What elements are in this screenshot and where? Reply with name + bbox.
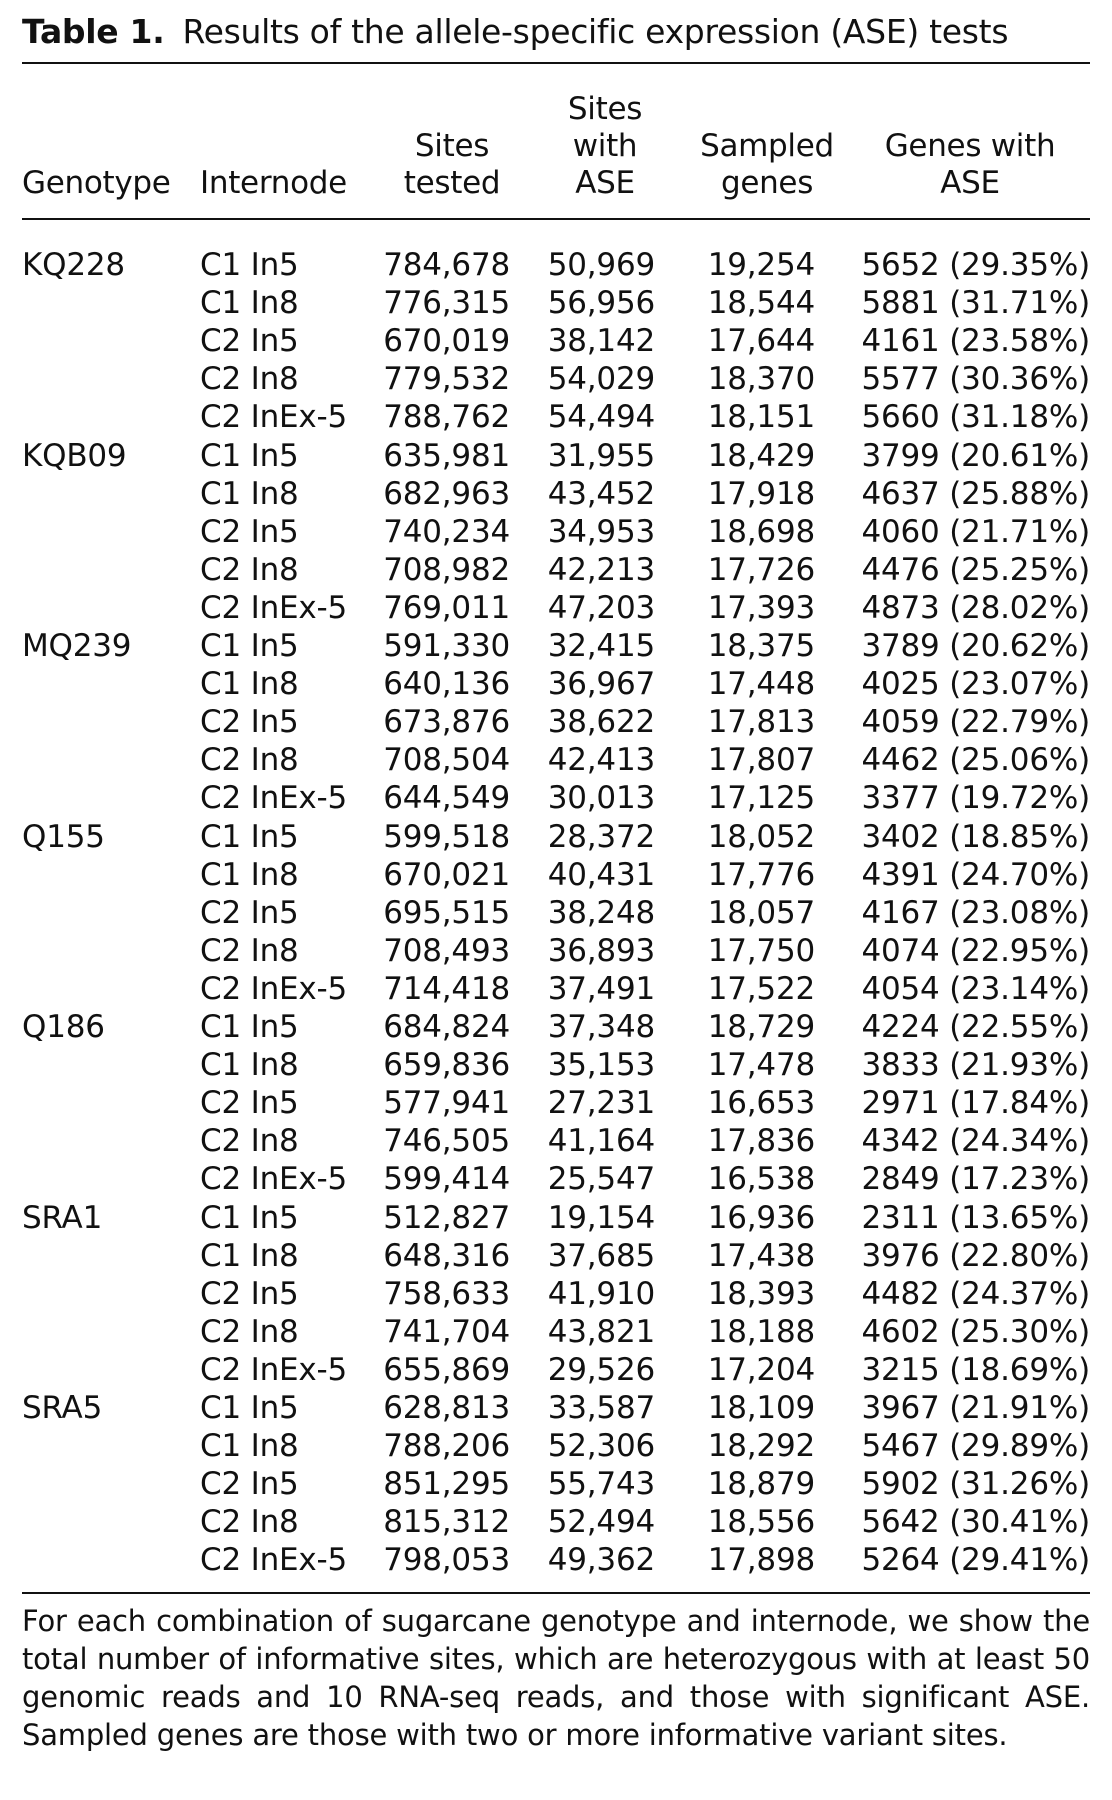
cell-internode: C1 In5 bbox=[200, 1390, 299, 1426]
cell-sites-tested: 769,011 bbox=[383, 589, 510, 626]
cell-sites-with-ase: 37,348 bbox=[547, 1009, 655, 1045]
cell-sampled-genes: 17,522 bbox=[707, 970, 815, 1007]
cell-sites-with-ase: 49,362 bbox=[547, 1542, 655, 1579]
cell-genes-with-ase: 5642 (30.41%) bbox=[861, 1504, 1090, 1541]
cell-sites-with-ase: 55,743 bbox=[547, 1466, 655, 1503]
cell-sites-tested: 779,532 bbox=[383, 361, 510, 398]
cell-sites-with-ase: 36,967 bbox=[547, 666, 655, 703]
cell-sites-with-ase: 19,154 bbox=[547, 1199, 655, 1236]
cell-sites-tested: 851,295 bbox=[383, 1466, 510, 1503]
cell-sites-with-ase: 47,203 bbox=[547, 589, 655, 626]
cell-sites-tested: 798,053 bbox=[383, 1542, 510, 1579]
table-row bbox=[22, 741, 1090, 779]
cell-sites-tested: 714,418 bbox=[383, 970, 510, 1007]
cell-internode: C2 InEx-5 bbox=[200, 970, 348, 1007]
cell-sampled-genes: 17,644 bbox=[707, 323, 815, 360]
table-row bbox=[22, 322, 1090, 360]
cell-sampled-genes: 17,750 bbox=[707, 932, 815, 969]
cell-genes-with-ase: 4476 (25.25%) bbox=[861, 551, 1090, 588]
cell-sampled-genes: 18,370 bbox=[707, 361, 815, 398]
cell-genes-with-ase: 4391 (24.70%) bbox=[861, 856, 1090, 893]
cell-internode: C2 InEx-5 bbox=[200, 1351, 348, 1388]
cell-sites-with-ase: 25,547 bbox=[547, 1161, 655, 1198]
table-row bbox=[22, 1541, 1090, 1579]
cell-internode: C2 In5 bbox=[200, 323, 299, 360]
cell-sites-tested: 577,941 bbox=[383, 1085, 510, 1122]
table-row bbox=[22, 1084, 1090, 1122]
cell-genes-with-ase: 4059 (22.79%) bbox=[861, 704, 1090, 741]
cell-sites-with-ase: 38,248 bbox=[547, 894, 655, 931]
cell-genes-with-ase: 2311 (13.65%) bbox=[861, 1199, 1090, 1236]
cell-sites-with-ase: 37,685 bbox=[547, 1237, 655, 1274]
cell-sites-tested: 815,312 bbox=[383, 1504, 510, 1541]
cell-sites-with-ase: 52,306 bbox=[547, 1428, 655, 1465]
cell-sampled-genes: 17,813 bbox=[707, 704, 815, 741]
cell-sampled-genes: 17,478 bbox=[707, 1047, 815, 1084]
table-row bbox=[22, 1351, 1090, 1389]
cell-sites-tested: 640,136 bbox=[383, 666, 510, 703]
cell-sampled-genes: 18,188 bbox=[707, 1313, 815, 1350]
cell-sampled-genes: 17,393 bbox=[707, 589, 815, 626]
cell-genotype: SRA1 bbox=[22, 1199, 103, 1236]
table-row bbox=[22, 398, 1090, 436]
cell-sites-tested: 648,316 bbox=[383, 1237, 510, 1274]
cell-sampled-genes: 17,204 bbox=[707, 1351, 815, 1388]
header-genotype: Genotype bbox=[22, 165, 171, 201]
header-rule bbox=[22, 218, 1090, 220]
cell-internode: C2 In5 bbox=[200, 704, 299, 741]
cell-internode: C1 In8 bbox=[200, 1047, 299, 1084]
cell-internode: C2 In5 bbox=[200, 513, 299, 550]
header-sites-with-ase: Sites with ASE bbox=[567, 91, 643, 201]
cell-sampled-genes: 17,776 bbox=[707, 856, 815, 893]
cell-genes-with-ase: 4873 (28.02%) bbox=[861, 589, 1090, 626]
cell-genes-with-ase: 5264 (29.41%) bbox=[861, 1542, 1090, 1579]
cell-sampled-genes: 18,729 bbox=[707, 1009, 815, 1045]
cell-internode: C1 In8 bbox=[200, 666, 299, 703]
cell-genes-with-ase: 3402 (18.85%) bbox=[861, 818, 1090, 855]
cell-sites-with-ase: 30,013 bbox=[547, 780, 655, 817]
cell-genotype: KQ228 bbox=[22, 247, 125, 283]
bottom-rule bbox=[22, 1592, 1090, 1594]
table-footnote: For each combination of sugarcane genotype and internode, we show the total number of informative sites, which are heterozygous with at least 50 genomic reads and 10 RNA-seq reads, and those with significant ASE. Sampled genes are those with two or more informative variant sites. bbox=[22, 1604, 1090, 1752]
cell-sites-tested: 682,963 bbox=[383, 475, 510, 512]
cell-sites-with-ase: 56,956 bbox=[547, 285, 655, 322]
cell-sampled-genes: 17,438 bbox=[707, 1237, 815, 1274]
table-row bbox=[22, 1160, 1090, 1198]
cell-genes-with-ase: 4482 (24.37%) bbox=[861, 1275, 1090, 1312]
cell-sites-with-ase: 35,153 bbox=[547, 1047, 655, 1084]
cell-sampled-genes: 17,836 bbox=[707, 1123, 815, 1160]
cell-genes-with-ase: 5660 (31.18%) bbox=[861, 399, 1090, 436]
cell-sites-with-ase: 42,413 bbox=[547, 742, 655, 779]
cell-genes-with-ase: 4462 (25.06%) bbox=[861, 742, 1090, 779]
cell-sites-tested: 708,493 bbox=[383, 932, 510, 969]
cell-internode: C1 In5 bbox=[200, 247, 299, 283]
cell-sites-with-ase: 41,164 bbox=[547, 1123, 655, 1160]
table-row bbox=[22, 475, 1090, 513]
table-caption bbox=[22, 12, 1008, 51]
cell-sites-tested: 741,704 bbox=[383, 1313, 510, 1350]
cell-internode: C2 In5 bbox=[200, 1275, 299, 1312]
table-row bbox=[22, 1313, 1090, 1351]
table-row bbox=[22, 1237, 1090, 1275]
cell-sites-tested: 670,019 bbox=[383, 323, 510, 360]
cell-sampled-genes: 18,544 bbox=[707, 285, 815, 322]
cell-internode: C1 In8 bbox=[200, 475, 299, 512]
cell-sites-with-ase: 38,142 bbox=[547, 323, 655, 360]
cell-sites-tested: 740,234 bbox=[383, 513, 510, 550]
cell-sites-tested: 784,678 bbox=[383, 247, 510, 283]
cell-internode: C2 InEx-5 bbox=[200, 780, 348, 817]
cell-internode: C1 In8 bbox=[200, 856, 299, 893]
cell-sites-tested: 708,504 bbox=[383, 742, 510, 779]
cell-genes-with-ase: 5902 (31.26%) bbox=[861, 1466, 1090, 1503]
cell-genes-with-ase: 4342 (24.34%) bbox=[861, 1123, 1090, 1160]
cell-sites-tested: 684,824 bbox=[383, 1009, 510, 1045]
cell-sampled-genes: 17,898 bbox=[707, 1542, 815, 1579]
header-genes-with-ase: Genes with ASE bbox=[884, 128, 1056, 201]
cell-sampled-genes: 18,429 bbox=[707, 437, 815, 474]
cell-genes-with-ase: 4060 (21.71%) bbox=[861, 513, 1090, 550]
table-row bbox=[22, 551, 1090, 589]
table-row bbox=[22, 1427, 1090, 1465]
table-row bbox=[22, 818, 1090, 856]
cell-sites-with-ase: 37,491 bbox=[547, 970, 655, 1007]
top-rule bbox=[22, 62, 1090, 64]
header-internode: Internode bbox=[200, 165, 347, 201]
cell-sites-tested: 670,021 bbox=[383, 856, 510, 893]
cell-internode: C1 In8 bbox=[200, 1237, 299, 1274]
cell-sites-tested: 695,515 bbox=[383, 894, 510, 931]
cell-sites-tested: 644,549 bbox=[383, 780, 510, 817]
table-row bbox=[22, 703, 1090, 741]
table-row bbox=[22, 1275, 1090, 1313]
cell-genes-with-ase: 4161 (23.58%) bbox=[861, 323, 1090, 360]
cell-internode: C2 In8 bbox=[200, 1123, 299, 1160]
cell-genes-with-ase: 3833 (21.93%) bbox=[861, 1047, 1090, 1084]
cell-sites-with-ase: 43,452 bbox=[547, 475, 655, 512]
cell-sites-tested: 599,518 bbox=[383, 818, 510, 855]
cell-sites-tested: 673,876 bbox=[383, 704, 510, 741]
table-row bbox=[22, 627, 1090, 665]
table-row bbox=[22, 360, 1090, 398]
cell-sites-tested: 591,330 bbox=[383, 628, 510, 664]
cell-internode: C2 InEx-5 bbox=[200, 1161, 348, 1198]
cell-genes-with-ase: 3377 (19.72%) bbox=[861, 780, 1090, 817]
cell-genes-with-ase: 3215 (18.69%) bbox=[861, 1351, 1090, 1388]
cell-sites-tested: 776,315 bbox=[383, 285, 510, 322]
cell-sampled-genes: 18,292 bbox=[707, 1428, 815, 1465]
cell-internode: C1 In5 bbox=[200, 628, 299, 664]
cell-internode: C1 In5 bbox=[200, 437, 299, 474]
cell-sites-tested: 746,505 bbox=[383, 1123, 510, 1160]
cell-sites-with-ase: 33,587 bbox=[547, 1390, 655, 1426]
cell-sites-with-ase: 54,494 bbox=[547, 399, 655, 436]
cell-sites-with-ase: 38,622 bbox=[547, 704, 655, 741]
cell-internode: C2 In8 bbox=[200, 551, 299, 588]
cell-sampled-genes: 17,726 bbox=[707, 551, 815, 588]
cell-sampled-genes: 18,393 bbox=[707, 1275, 815, 1312]
table-row bbox=[22, 246, 1090, 284]
table-row bbox=[22, 1122, 1090, 1160]
cell-sampled-genes: 19,254 bbox=[707, 247, 815, 283]
cell-genotype: Q186 bbox=[22, 1009, 105, 1045]
table-row bbox=[22, 513, 1090, 551]
cell-internode: C2 InEx-5 bbox=[200, 589, 348, 626]
cell-genes-with-ase: 5881 (31.71%) bbox=[861, 285, 1090, 322]
cell-sampled-genes: 16,936 bbox=[707, 1199, 815, 1236]
cell-sites-with-ase: 40,431 bbox=[547, 856, 655, 893]
cell-sampled-genes: 18,109 bbox=[707, 1390, 815, 1426]
cell-genes-with-ase: 5652 (29.35%) bbox=[861, 247, 1090, 283]
cell-internode: C2 In8 bbox=[200, 1313, 299, 1350]
cell-internode: C2 In8 bbox=[200, 1504, 299, 1541]
cell-sites-with-ase: 54,029 bbox=[547, 361, 655, 398]
cell-sites-with-ase: 32,415 bbox=[547, 628, 655, 664]
table-row bbox=[22, 589, 1090, 627]
table-row bbox=[22, 970, 1090, 1008]
cell-sampled-genes: 17,125 bbox=[707, 780, 815, 817]
cell-genes-with-ase: 3976 (22.80%) bbox=[861, 1237, 1090, 1274]
cell-internode: C2 In5 bbox=[200, 1085, 299, 1122]
cell-genes-with-ase: 4602 (25.30%) bbox=[861, 1313, 1090, 1350]
cell-sampled-genes: 18,879 bbox=[707, 1466, 815, 1503]
table-row bbox=[22, 437, 1090, 475]
cell-genotype: Q155 bbox=[22, 818, 105, 855]
cell-genotype: KQB09 bbox=[22, 437, 127, 474]
cell-genes-with-ase: 4074 (22.95%) bbox=[861, 932, 1090, 969]
cell-genes-with-ase: 5467 (29.89%) bbox=[861, 1428, 1090, 1465]
cell-sites-tested: 599,414 bbox=[383, 1161, 510, 1198]
cell-sites-with-ase: 28,372 bbox=[547, 818, 655, 855]
table-title: Results of the allele-specific expression (ASE) tests bbox=[182, 12, 1009, 51]
cell-sampled-genes: 18,375 bbox=[707, 628, 815, 664]
cell-genes-with-ase: 2971 (17.84%) bbox=[861, 1085, 1090, 1122]
cell-internode: C2 In5 bbox=[200, 1466, 299, 1503]
cell-genes-with-ase: 5577 (30.36%) bbox=[861, 361, 1090, 398]
table-row bbox=[22, 665, 1090, 703]
table-row bbox=[22, 1046, 1090, 1084]
cell-sites-with-ase: 43,821 bbox=[547, 1313, 655, 1350]
cell-genes-with-ase: 4025 (23.07%) bbox=[861, 666, 1090, 703]
cell-genes-with-ase: 4167 (23.08%) bbox=[861, 894, 1090, 931]
table-row bbox=[22, 856, 1090, 894]
cell-sites-with-ase: 31,955 bbox=[547, 437, 655, 474]
table-row bbox=[22, 1465, 1090, 1503]
cell-sampled-genes: 17,448 bbox=[707, 666, 815, 703]
table-row bbox=[22, 1389, 1090, 1427]
cell-sites-with-ase: 42,213 bbox=[547, 551, 655, 588]
cell-sampled-genes: 17,918 bbox=[707, 475, 815, 512]
cell-internode: C1 In5 bbox=[200, 1009, 299, 1045]
cell-sampled-genes: 17,807 bbox=[707, 742, 815, 779]
cell-internode: C1 In8 bbox=[200, 1428, 299, 1465]
cell-sampled-genes: 18,556 bbox=[707, 1504, 815, 1541]
cell-sampled-genes: 16,538 bbox=[707, 1161, 815, 1198]
cell-genes-with-ase: 4224 (22.55%) bbox=[861, 1009, 1090, 1045]
cell-internode: C1 In5 bbox=[200, 1199, 299, 1236]
header-sites-tested: Sites tested bbox=[403, 128, 501, 201]
cell-internode: C2 In5 bbox=[200, 894, 299, 931]
cell-internode: C2 InEx-5 bbox=[200, 1542, 348, 1579]
cell-genes-with-ase: 3967 (21.91%) bbox=[861, 1390, 1090, 1426]
cell-sites-with-ase: 36,893 bbox=[547, 932, 655, 969]
header-sampled-genes: Sampled genes bbox=[700, 128, 834, 201]
cell-sites-with-ase: 41,910 bbox=[547, 1275, 655, 1312]
table-row bbox=[22, 894, 1090, 932]
cell-internode: C2 In8 bbox=[200, 742, 299, 779]
cell-genes-with-ase: 4054 (23.14%) bbox=[861, 970, 1090, 1007]
cell-sampled-genes: 18,698 bbox=[707, 513, 815, 550]
cell-sampled-genes: 18,052 bbox=[707, 818, 815, 855]
table-row bbox=[22, 1008, 1090, 1046]
cell-genotype: SRA5 bbox=[22, 1390, 103, 1426]
cell-sampled-genes: 18,057 bbox=[707, 894, 815, 931]
cell-sites-tested: 655,869 bbox=[383, 1351, 510, 1388]
cell-internode: C2 In8 bbox=[200, 932, 299, 969]
cell-internode: C2 InEx-5 bbox=[200, 399, 348, 436]
cell-sampled-genes: 18,151 bbox=[707, 399, 815, 436]
cell-sites-with-ase: 27,231 bbox=[547, 1085, 655, 1122]
cell-genes-with-ase: 4637 (25.88%) bbox=[861, 475, 1090, 512]
cell-genes-with-ase: 2849 (17.23%) bbox=[861, 1161, 1090, 1198]
cell-internode: C2 In8 bbox=[200, 361, 299, 398]
table-row bbox=[22, 779, 1090, 817]
cell-sites-with-ase: 52,494 bbox=[547, 1504, 655, 1541]
cell-sites-tested: 788,206 bbox=[383, 1428, 510, 1465]
cell-sites-with-ase: 29,526 bbox=[547, 1351, 655, 1388]
cell-internode: C1 In5 bbox=[200, 818, 299, 855]
cell-genes-with-ase: 3789 (20.62%) bbox=[861, 628, 1090, 664]
cell-sampled-genes: 16,653 bbox=[707, 1085, 815, 1122]
cell-internode: C1 In8 bbox=[200, 285, 299, 322]
cell-genes-with-ase: 3799 (20.61%) bbox=[861, 437, 1090, 474]
cell-genotype: MQ239 bbox=[22, 628, 132, 664]
table-row bbox=[22, 1199, 1090, 1237]
cell-sites-tested: 708,982 bbox=[383, 551, 510, 588]
cell-sites-tested: 628,813 bbox=[383, 1390, 510, 1426]
cell-sites-tested: 659,836 bbox=[383, 1047, 510, 1084]
cell-sites-tested: 788,762 bbox=[383, 399, 510, 436]
table-label: Table 1. bbox=[22, 12, 165, 51]
cell-sites-tested: 758,633 bbox=[383, 1275, 510, 1312]
table-row bbox=[22, 932, 1090, 970]
cell-sites-tested: 512,827 bbox=[383, 1199, 510, 1236]
cell-sites-tested: 635,981 bbox=[383, 437, 510, 474]
table-row bbox=[22, 284, 1090, 322]
table-row bbox=[22, 1503, 1090, 1541]
cell-sites-with-ase: 50,969 bbox=[547, 247, 655, 283]
cell-sites-with-ase: 34,953 bbox=[547, 513, 655, 550]
